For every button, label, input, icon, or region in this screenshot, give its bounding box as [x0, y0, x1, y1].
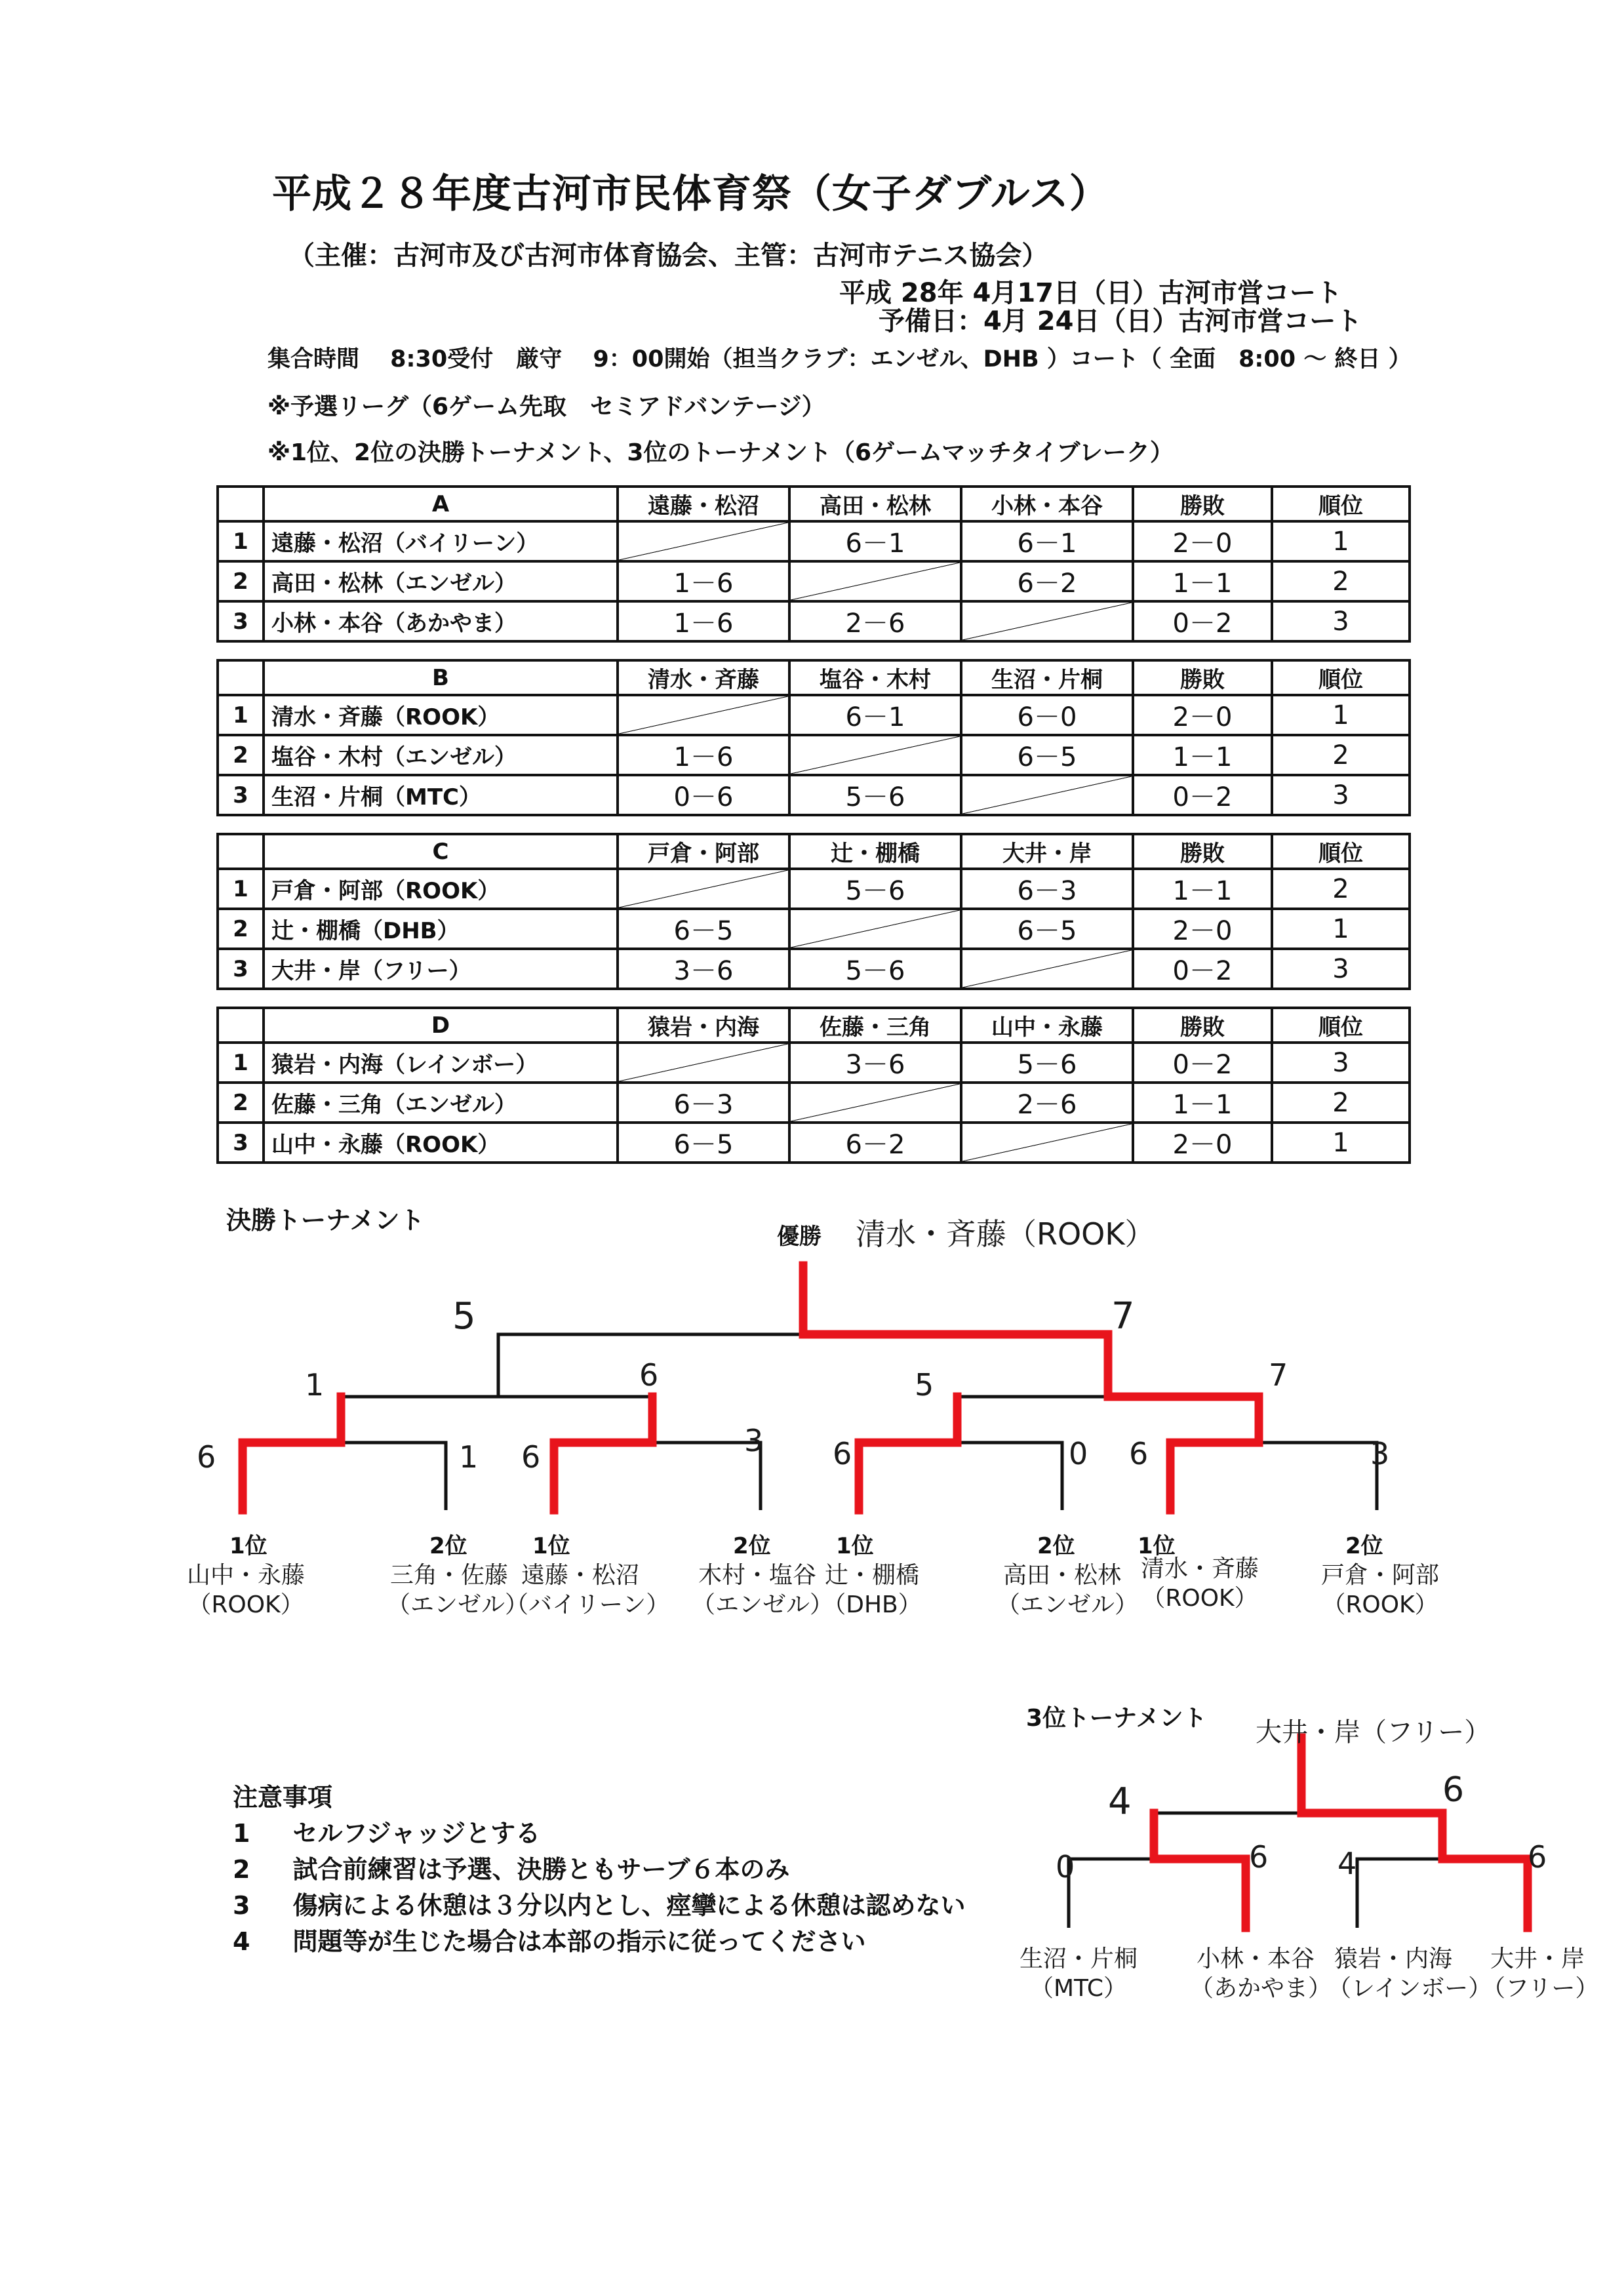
- win-loss: 0－2: [1133, 1043, 1272, 1083]
- team-name: 生沼・片桐（MTC）: [264, 775, 618, 815]
- third-seed-team: 小林・本谷 （あかやま）: [1190, 1946, 1332, 2002]
- win-loss: 2－0: [1133, 521, 1272, 561]
- notes-item-number: 3: [233, 1891, 250, 1920]
- notes-item-text: セルフジャッジとする: [292, 1819, 541, 1848]
- win-loss: 1－1: [1133, 1083, 1272, 1123]
- notes-item-number: 2: [233, 1855, 250, 1884]
- team-number: 3: [218, 949, 264, 989]
- third-final-score: 4: [1108, 1780, 1132, 1823]
- win-loss-header: 勝敗: [1133, 660, 1272, 695]
- match-score: 6－5: [618, 1123, 789, 1163]
- match-score: 2－6: [961, 1083, 1133, 1123]
- team-number: 3: [218, 601, 264, 641]
- win-loss-header: 勝敗: [1133, 487, 1272, 521]
- opponent-header: 生沼・片桐: [961, 660, 1133, 695]
- seed-team: 遠藤・松沼 （バイリーン）: [505, 1562, 670, 1618]
- organizer-line: （主催：古河市及び古河市体育協会、主管：古河市テニス協会）: [288, 241, 1048, 271]
- match-score: 5－6: [789, 869, 961, 909]
- team-name: 小林・本谷（あかやま）: [264, 601, 618, 641]
- third-seed-score: 6: [1249, 1839, 1269, 1875]
- match-score: 0－6: [618, 775, 789, 815]
- rank: 1: [1272, 521, 1410, 561]
- reserve-date: 予備日：4月 24日（日）古河市営コート: [879, 306, 1362, 336]
- final-bracket-lines: [243, 1266, 1377, 1510]
- notes-item-number: 1: [233, 1819, 250, 1848]
- team-name: 山中・永藤（ROOK）: [264, 1123, 618, 1163]
- team-number: 1: [218, 869, 264, 909]
- win-loss: 2－0: [1133, 1123, 1272, 1163]
- team-name: 佐藤・三角（エンゼル）: [264, 1083, 618, 1123]
- match-score: 1－6: [618, 561, 789, 601]
- opponent-header: 猿岩・内海: [618, 1008, 789, 1043]
- group-name: D: [264, 1008, 618, 1043]
- match-score: 6－1: [789, 521, 961, 561]
- seed-score: 6: [1129, 1436, 1149, 1471]
- rank: 3: [1272, 1043, 1410, 1083]
- seed-score: 3: [744, 1423, 764, 1458]
- group-name: C: [264, 834, 618, 869]
- meeting-time: 集合時間 8:30受付 厳守 9：00開始（担当クラブ：エンゼル、DHB ）コート（ 全面 8:00 ～ 終日 ）: [267, 346, 1412, 372]
- match-score: 3－6: [618, 949, 789, 989]
- notes-item-text: 試合前練習は予選、決勝ともサーブ６本のみ: [292, 1855, 790, 1884]
- opponent-header: 辻・棚橋: [789, 834, 961, 869]
- final-winner-path: [243, 1266, 1259, 1510]
- notes-item: [233, 1813, 540, 1849]
- seed-team: 山中・永藤 （ROOK）: [186, 1562, 305, 1618]
- rank-header: 順位: [1272, 1008, 1410, 1043]
- rank: 1: [1272, 1123, 1410, 1163]
- match-score: 6－2: [789, 1123, 961, 1163]
- rank: 3: [1272, 601, 1410, 641]
- match-score: 5－6: [789, 949, 961, 989]
- semi-score: 5: [915, 1367, 934, 1403]
- semi-score: 7: [1269, 1357, 1288, 1393]
- match-score: 1－6: [618, 735, 789, 775]
- win-loss: 2－0: [1133, 695, 1272, 735]
- group-name: B: [264, 660, 618, 695]
- seed-score: 6: [833, 1436, 852, 1471]
- winner-label: 優勝: [777, 1224, 822, 1250]
- team-number: 2: [218, 909, 264, 949]
- seed-position: 2位: [733, 1533, 771, 1559]
- seed-team: 辻・棚橋 （DHB）: [822, 1562, 922, 1618]
- seed-score: 1: [459, 1439, 479, 1475]
- rank: 2: [1272, 869, 1410, 909]
- opponent-header: 塩谷・木村: [789, 660, 961, 695]
- tournament-rule: ※1位、2位の決勝トーナメント、3位のトーナメント（6ゲームマッチタイブレーク）: [267, 439, 1174, 466]
- seed-position: 1位: [1138, 1533, 1176, 1559]
- seed-position: 2位: [429, 1533, 467, 1559]
- team-name: 猿岩・内海（レインボー）: [264, 1043, 618, 1083]
- rank: 2: [1272, 735, 1410, 775]
- seed-team: 清水・斉藤 （ROOK）: [1141, 1555, 1259, 1612]
- match-score: 5－6: [789, 775, 961, 815]
- seed-team: 木村・塩谷 （エンゼル）: [692, 1562, 834, 1618]
- seed-team: 三角・佐藤 （エンゼル）: [387, 1562, 529, 1618]
- match-score: 6－5: [961, 909, 1133, 949]
- win-loss: 0－2: [1133, 775, 1272, 815]
- seed-position: 1位: [229, 1533, 267, 1559]
- team-name: 戸倉・阿部（ROOK）: [264, 869, 618, 909]
- team-number: 2: [218, 561, 264, 601]
- rank-header: 順位: [1272, 660, 1410, 695]
- team-number: 1: [218, 521, 264, 561]
- team-number: 2: [218, 735, 264, 775]
- match-score: 6－0: [961, 695, 1133, 735]
- league-rule: ※予選リーグ（6ゲーム先取 セミアドバンテージ）: [267, 393, 825, 420]
- match-score: 3－6: [789, 1043, 961, 1083]
- rank: 3: [1272, 775, 1410, 815]
- team-name: 塩谷・木村（エンゼル）: [264, 735, 618, 775]
- match-score: 2－6: [789, 601, 961, 641]
- group-name: A: [264, 487, 618, 521]
- notes-item-text: 傷病による休憩は３分以内とし、痙攣による休憩は認めない: [292, 1891, 966, 1920]
- rank-header: 順位: [1272, 487, 1410, 521]
- seed-score: 6: [197, 1439, 216, 1475]
- win-loss: 2－0: [1133, 909, 1272, 949]
- rank: 2: [1272, 1083, 1410, 1123]
- opponent-header: 清水・斉藤: [618, 660, 789, 695]
- seed-score: 0: [1069, 1436, 1088, 1471]
- semi-score: 1: [305, 1367, 325, 1403]
- team-number: 1: [218, 1043, 264, 1083]
- team-name: 遠藤・松沼（バイリーン）: [264, 521, 618, 561]
- event-date: 平成 28年 4月17日（日）古河市営コート: [839, 278, 1343, 308]
- third-seed-team: 生沼・片桐 （MTC）: [1019, 1946, 1138, 2002]
- team-number: 3: [218, 1123, 264, 1163]
- match-score: 6－3: [618, 1083, 789, 1123]
- third-final-score: 6: [1442, 1770, 1465, 1810]
- opponent-header: 小林・本谷: [961, 487, 1133, 521]
- win-loss: 1－1: [1133, 735, 1272, 775]
- match-score: 5－6: [961, 1043, 1133, 1083]
- notes-heading: 注意事項: [233, 1783, 333, 1812]
- seed-team: 戸倉・阿部 （ROOK）: [1320, 1562, 1439, 1618]
- rank: 2: [1272, 561, 1410, 601]
- seed-score: 3: [1370, 1436, 1390, 1471]
- final-score: 5: [452, 1295, 476, 1338]
- win-loss-header: 勝敗: [1133, 834, 1272, 869]
- win-loss: 0－2: [1133, 601, 1272, 641]
- third-tournament-label: 3位トーナメント: [1026, 1705, 1207, 1732]
- opponent-header: 山中・永藤: [961, 1008, 1133, 1043]
- rank-header: 順位: [1272, 834, 1410, 869]
- notes-item: [233, 1885, 965, 1921]
- final-tournament-label: 決勝トーナメント: [226, 1206, 425, 1235]
- team-number: 2: [218, 1083, 264, 1123]
- team-number: 1: [218, 695, 264, 735]
- notes-item: [233, 1921, 865, 1957]
- third-seed-score: 0: [1056, 1849, 1075, 1885]
- win-loss: 0－2: [1133, 949, 1272, 989]
- win-loss: 1－1: [1133, 561, 1272, 601]
- third-winner: 大井・岸（フリー）: [1256, 1717, 1491, 1747]
- team-name: 高田・松林（エンゼル）: [264, 561, 618, 601]
- third-seed-team: 大井・岸 （フリー）: [1482, 1946, 1599, 2002]
- seed-score: 6: [521, 1439, 541, 1475]
- match-score: 6－5: [618, 909, 789, 949]
- seed-team: 高田・松林 （エンゼル）: [997, 1562, 1139, 1618]
- match-score: 6－1: [961, 521, 1133, 561]
- match-score: 6－1: [789, 695, 961, 735]
- match-score: 1－6: [618, 601, 789, 641]
- final-score: 7: [1111, 1295, 1135, 1338]
- team-name: 辻・棚橋（DHB）: [264, 909, 618, 949]
- opponent-header: 高田・松林: [789, 487, 961, 521]
- third-winner-path: [1154, 1738, 1528, 1928]
- rank: 3: [1272, 949, 1410, 989]
- team-number: 3: [218, 775, 264, 815]
- opponent-header: 佐藤・三角: [789, 1008, 961, 1043]
- opponent-header: 戸倉・阿部: [618, 834, 789, 869]
- match-score: 6－5: [961, 735, 1133, 775]
- team-name: 大井・岸（フリー）: [264, 949, 618, 989]
- match-score: 6－3: [961, 869, 1133, 909]
- notes-item: [233, 1849, 790, 1885]
- third-seed-score: 6: [1528, 1839, 1547, 1875]
- seed-position: 2位: [1037, 1533, 1075, 1559]
- third-seed-score: 4: [1337, 1846, 1357, 1881]
- opponent-header: 遠藤・松沼: [618, 487, 789, 521]
- notes-item-number: 4: [233, 1927, 250, 1956]
- seed-position: 2位: [1345, 1533, 1383, 1559]
- rank: 1: [1272, 909, 1410, 949]
- win-loss-header: 勝敗: [1133, 1008, 1272, 1043]
- team-name: 清水・斉藤（ROOK）: [264, 695, 618, 735]
- opponent-header: 大井・岸: [961, 834, 1133, 869]
- match-score: 6－2: [961, 561, 1133, 601]
- third-seed-team: 猿岩・内海 （レインボー）: [1328, 1946, 1492, 2002]
- seed-position: 1位: [836, 1533, 874, 1559]
- rank: 1: [1272, 695, 1410, 735]
- notes-item-text: 問題等が生じた場合は本部の指示に従ってください: [292, 1927, 866, 1956]
- seed-position: 1位: [532, 1533, 570, 1559]
- semi-score: 6: [639, 1357, 659, 1393]
- win-loss: 1－1: [1133, 869, 1272, 909]
- page-title: 平成２８年度古河市民体育祭（女子ダブルス）: [272, 171, 1109, 217]
- tournament-winner: 清水・斉藤（ROOK）: [856, 1216, 1155, 1252]
